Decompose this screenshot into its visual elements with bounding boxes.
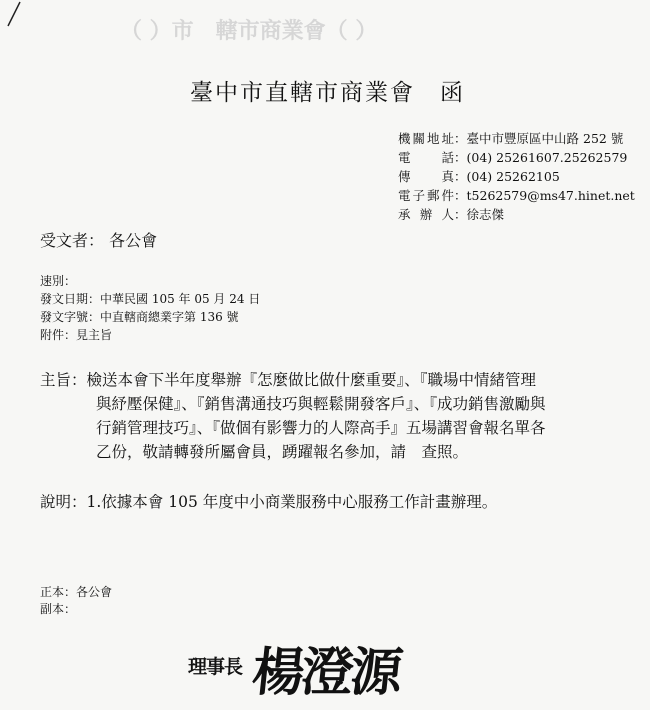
signature-title: 理事長 — [188, 656, 243, 678]
bleed-through-text — [300, 600, 316, 623]
subject-line-2: 與紓壓保健』、『銷售溝通技巧與輕鬆開發客戶』、『成功銷售激勵與 — [96, 395, 546, 413]
speed-line: 速別： — [40, 274, 77, 288]
explanation-label: 說明： — [40, 493, 87, 511]
fax-row: 傳 真：(04) 25262105 — [398, 169, 560, 184]
contact-block — [398, 129, 635, 224]
phone-value: (04) 25261607.25262579 — [466, 150, 628, 165]
explanation — [40, 490, 497, 512]
address-row: 機關地址：臺中市豐原區中山路 252 號 — [398, 131, 624, 146]
subject-text: 檢送本會下半年度舉辦『怎麼做比做什麼重要』、『職場中情緒管理 — [86, 371, 537, 389]
address-label: 機關地址 — [398, 131, 454, 146]
number-line: 發文字號：中直轄商總業字第 136 號 — [40, 310, 239, 324]
copies-block — [40, 584, 112, 618]
subject-label: 主旨： — [40, 371, 87, 389]
handler-label: 承 辦 人 — [398, 207, 454, 222]
original-recipients: 正本：各公會 — [40, 585, 113, 599]
recipient-value: 各公會 — [109, 231, 158, 250]
subject-block — [40, 368, 640, 464]
pen-mark — [4, 0, 28, 30]
address-value: 臺中市豐原區中山路 252 號 — [466, 131, 624, 146]
recipient — [40, 228, 157, 251]
email-value: t5262579@ms47.hinet.net — [466, 188, 635, 203]
phone-label: 電 話 — [398, 150, 454, 165]
bleed-through-text: （ ）市 轄市商業會（ ） — [120, 18, 378, 44]
subject-line-3: 行銷管理技巧』、『做個有影響力的人際高手』五場講習會報名單各 — [96, 419, 546, 437]
subject-line-1 — [40, 368, 640, 392]
phone-row: 電 話：(04) 25261607.25262579 — [398, 150, 628, 165]
explanation-text: 1.依據本會 105 年度中小商業服務中心服務工作計畫辦理。 — [86, 493, 498, 511]
handler-row: 承 辦 人：徐志傑 — [398, 207, 505, 222]
date-line: 發文日期：中華民國 105 年 05 月 24 日 — [40, 292, 261, 306]
fax-label: 傳 真 — [398, 169, 454, 184]
email-label: 電子郵件 — [398, 188, 454, 203]
meta-block — [40, 272, 260, 344]
handler-value: 徐志傑 — [466, 207, 505, 222]
copy-recipients: 副本： — [40, 602, 77, 616]
bleed-through-text — [90, 122, 258, 139]
attachment-line: 附件：見主旨 — [40, 328, 113, 342]
email-row: 電子郵件：t5262579@ms47.hinet.net — [398, 188, 635, 203]
signature-name: 楊澄源 — [249, 642, 403, 703]
document-title: 臺中市直轄市商業會 函 — [190, 80, 465, 106]
recipient-label: 受文者： — [40, 231, 105, 250]
fax-value: (04) 25262105 — [466, 169, 560, 184]
subject-line-4: 乙份，敬請轉發所屬會員，踴躍報名參加，請 查照。 — [96, 443, 469, 461]
